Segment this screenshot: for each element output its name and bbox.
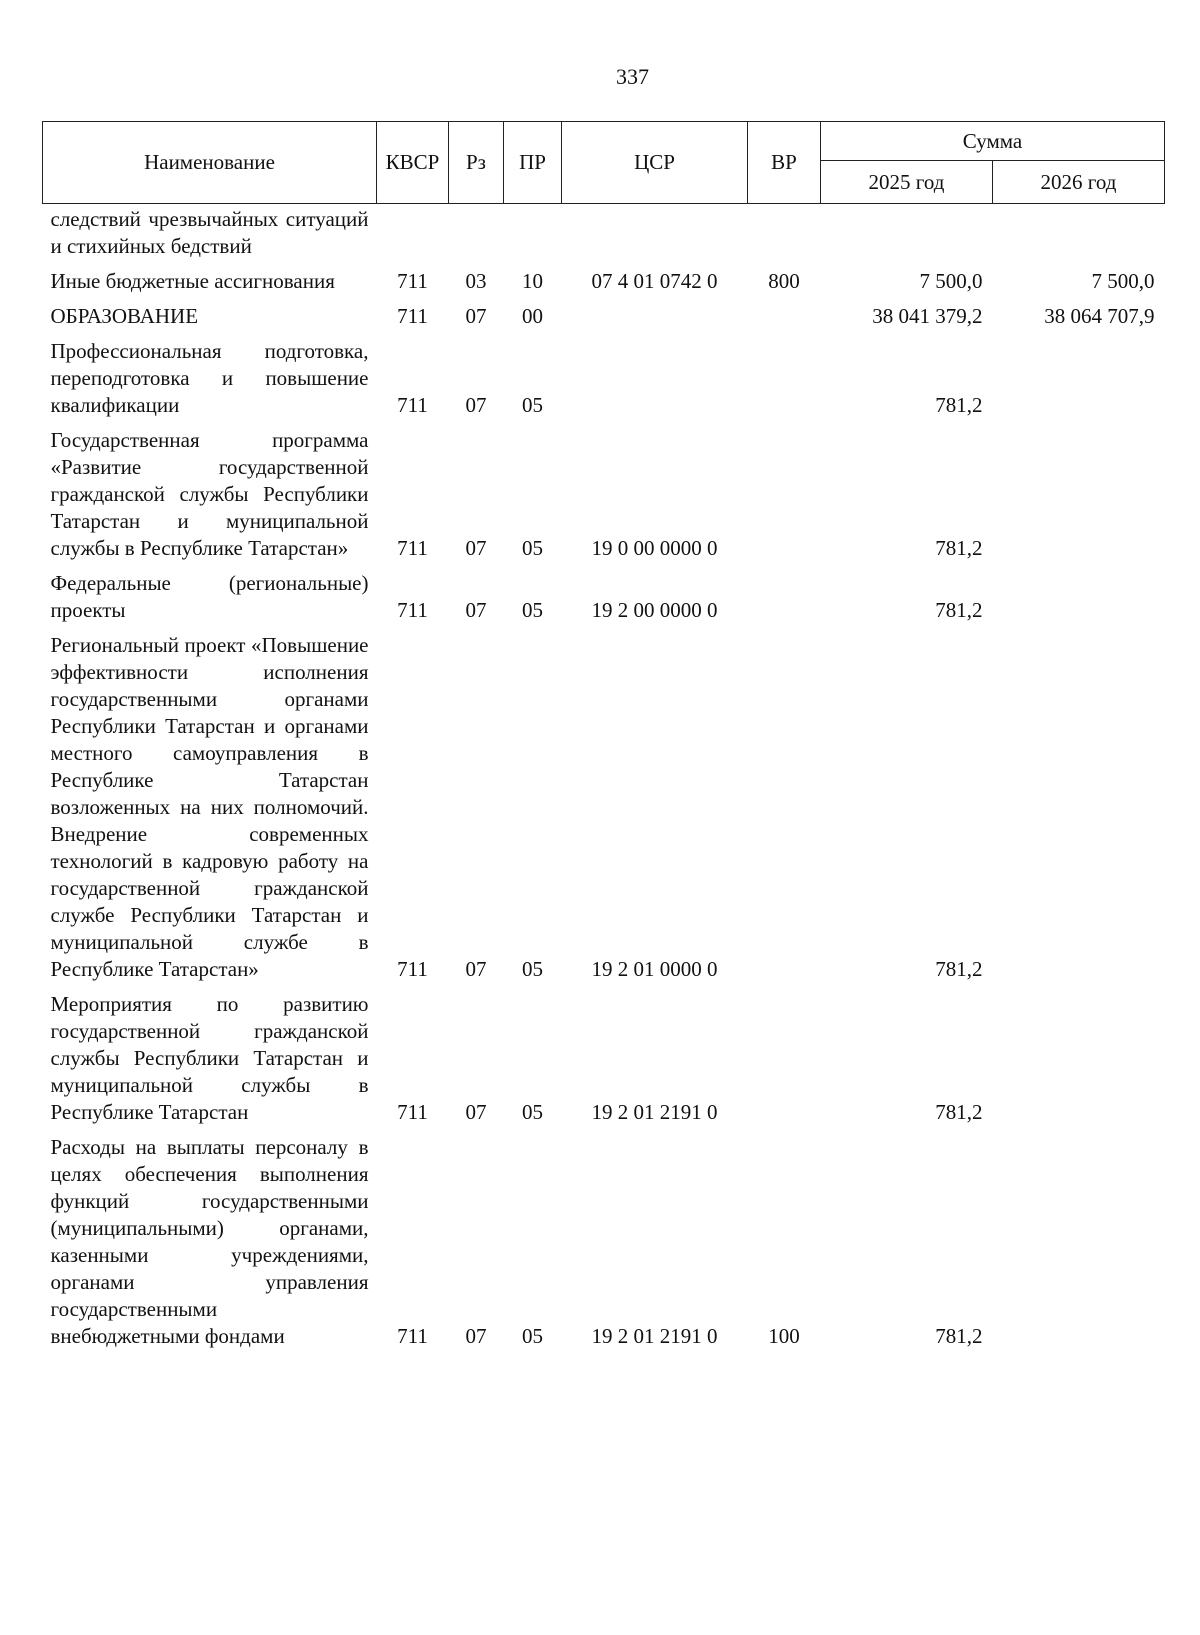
table-row	[43, 419, 1165, 562]
row-amount-2025: 781,2	[935, 536, 983, 560]
header-csr: ЦСР	[562, 122, 748, 204]
row-csr	[562, 330, 748, 419]
table-header	[43, 122, 1165, 204]
header-pr: ПР	[504, 122, 562, 204]
row-amount-2025: 781,2	[935, 1100, 983, 1124]
page-number: 337	[616, 64, 649, 89]
table-row	[43, 260, 1165, 295]
table-row	[43, 624, 1165, 983]
row-name: Федеральные (региональные) проекты	[50, 571, 369, 622]
row-vr	[748, 562, 821, 624]
row-amount-2026	[993, 330, 1165, 419]
row-kvsr: 711	[397, 536, 428, 560]
row-rz: 03	[465, 269, 487, 293]
row-amount-2025: 781,2	[935, 957, 983, 981]
row-name: ОБРАЗОВАНИЕ	[50, 304, 199, 328]
row-rz: 07	[465, 1324, 487, 1348]
row-vr	[748, 419, 821, 562]
header-year-2025: 2025 год	[821, 161, 993, 204]
row-kvsr: 711	[397, 269, 428, 293]
row-amount-2025: 38 041 379,2	[872, 304, 983, 328]
row-name: Мероприятия по развитию государственной гражданской службы Республики Татарстан и муниципальной службы в Республике Татарстан	[50, 992, 369, 1124]
row-amount-2026: 38 064 707,9	[1044, 304, 1155, 328]
row-kvsr: 711	[397, 957, 428, 981]
row-vr	[748, 624, 821, 983]
row-rz: 07	[465, 1100, 487, 1124]
row-rz: 07	[465, 304, 487, 328]
row-vr	[748, 295, 821, 330]
row-csr: 19 0 00 0000 0	[591, 536, 718, 560]
row-amount-2025	[821, 204, 993, 261]
row-pr: 00	[522, 304, 543, 328]
header-rz: Рз	[449, 122, 504, 204]
row-rz: 07	[465, 598, 487, 622]
row-pr: 05	[522, 393, 543, 417]
row-vr	[748, 983, 821, 1126]
row-name: Государственная программа «Развитие государственной гражданской службы Республики Татарстан и муниципальной службы в Республике Татарстан»	[50, 428, 369, 560]
row-kvsr: 711	[397, 304, 428, 328]
row-kvsr: 711	[397, 393, 428, 417]
budget-table	[42, 121, 1165, 1350]
row-csr	[562, 295, 748, 330]
table-row	[43, 562, 1165, 624]
row-name: следствий чрезвычайных ситуаций и стихийных бедствий	[50, 207, 369, 258]
row-csr: 19 2 00 0000 0	[591, 598, 718, 622]
row-kvsr: 711	[397, 1324, 428, 1348]
row-amount-2025: 781,2	[935, 1324, 983, 1348]
row-amount-2026	[993, 983, 1165, 1126]
row-pr: 05	[522, 957, 543, 981]
row-amount-2025: 781,2	[935, 598, 983, 622]
row-csr: 19 2 01 2191 0	[591, 1100, 718, 1124]
row-pr: 10	[522, 269, 543, 293]
row-name: Расходы на выплаты персоналу в целях обеспечения выполнения функций государственными (муниципальными) органами, казенными учреждениями, органами управления государственными внебюджетными фондами	[50, 1135, 369, 1348]
row-pr: 05	[522, 1324, 543, 1348]
row-amount-2026	[993, 419, 1165, 562]
row-csr: 19 2 01 0000 0	[591, 957, 718, 981]
row-vr	[748, 204, 821, 261]
row-csr	[562, 204, 748, 261]
row-vr: 100	[768, 1324, 800, 1348]
row-amount-2026	[993, 624, 1165, 983]
row-rz: 07	[465, 957, 487, 981]
header-year-2026: 2026 год	[993, 161, 1165, 204]
table-row	[43, 983, 1165, 1126]
row-kvsr: 711	[397, 598, 428, 622]
row-vr: 800	[768, 269, 800, 293]
row-amount-2025: 7 500,0	[919, 269, 983, 293]
header-vr: ВР	[748, 122, 821, 204]
table-row	[43, 1126, 1165, 1350]
row-kvsr	[377, 204, 449, 261]
table-row	[43, 295, 1165, 330]
header-kvsr: КВСР	[377, 122, 449, 204]
row-pr: 05	[522, 1100, 543, 1124]
row-rz: 07	[465, 536, 487, 560]
row-amount-2026: 7 500,0	[1091, 269, 1155, 293]
row-amount-2026	[993, 204, 1165, 261]
row-amount-2026	[993, 562, 1165, 624]
row-name: Региональный проект «Повышение эффективности исполнения государственными органами Республики Татарстан и органами местного самоуправления в Республике Татарстан возложенных на них полномочий. Внедрение современных технологий в кадровую работу на государственной гражданской службе Республики Татарстан и муниципальной службе в Республике Татарстан»	[50, 633, 369, 981]
row-name: Иные бюджетные ассигнования	[50, 269, 335, 293]
row-csr: 07 4 01 0742 0	[591, 269, 718, 293]
row-kvsr: 711	[397, 1100, 428, 1124]
row-pr	[504, 204, 562, 261]
row-rz	[449, 204, 504, 261]
row-name: Профессиональная подготовка, переподготовка и повышение квалификации	[50, 339, 369, 417]
row-pr: 05	[522, 598, 543, 622]
row-vr	[748, 330, 821, 419]
row-csr: 19 2 01 2191 0	[591, 1324, 718, 1348]
table-row	[43, 204, 1165, 261]
row-amount-2025: 781,2	[935, 393, 983, 417]
table-row	[43, 330, 1165, 419]
row-amount-2026	[993, 1126, 1165, 1350]
header-name: Наименование	[43, 122, 377, 204]
row-pr: 05	[522, 536, 543, 560]
row-rz: 07	[465, 393, 487, 417]
table-body	[43, 204, 1165, 1351]
header-sum: Сумма	[821, 122, 1165, 161]
